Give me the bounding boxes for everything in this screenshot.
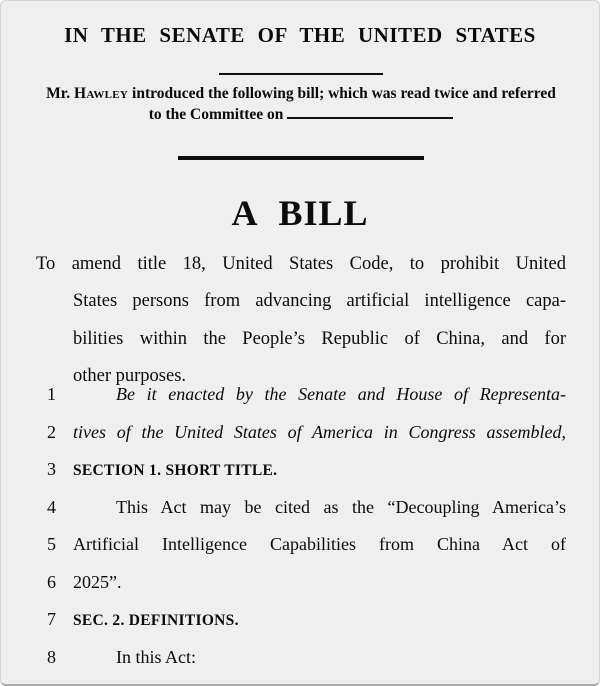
committee-blank-line: [287, 106, 453, 119]
introduction-paragraph: [31, 83, 571, 125]
committee-label: to the Committee on: [148, 106, 284, 123]
line-number: 5: [47, 534, 56, 554]
section-heading: SECTION 1. SHORT TITLE.: [73, 462, 278, 479]
line-text: Artificial Intelligence Capabilities from China Act of: [73, 534, 566, 554]
bill-line: [1, 639, 600, 677]
bill-line: [1, 564, 600, 602]
line-text: In this Act:: [116, 646, 196, 667]
long-title-preamble: [36, 246, 566, 396]
bill-line: [1, 526, 600, 564]
line-number: 4: [47, 496, 56, 517]
line-number: 8: [47, 646, 56, 667]
line-number: 7: [47, 609, 56, 629]
section-rule-divider: [178, 156, 424, 160]
sponsor-name: Hawley: [73, 85, 129, 102]
line-text: 2025”.: [73, 571, 122, 592]
bill-line: [1, 489, 600, 527]
introduction-action-text: introduced the following bill; which was read twice and referred: [132, 85, 556, 102]
chamber-header: IN THE SENATE OF THE UNITED STATES: [64, 23, 536, 47]
line-text: Be it enacted by the Senate and House of Representa-: [116, 384, 566, 404]
line-number: 1: [47, 384, 56, 404]
line-text: tives of the United States of America in Congress assembled,: [73, 421, 566, 442]
date-rule-divider: [219, 73, 383, 75]
preamble-line: bilities within the People’s Republic of China, and for: [73, 328, 566, 349]
line-number: 6: [47, 571, 56, 592]
sponsor-prefix: Mr.: [46, 85, 71, 102]
bill-body: [1, 376, 600, 676]
line-number: 3: [47, 459, 56, 479]
section-heading: SEC. 2. DEFINITIONS.: [73, 612, 239, 629]
line-text: This Act may be cited as the “Decoupling America’s: [116, 496, 566, 517]
bill-line: [1, 376, 600, 414]
bill-line: [1, 601, 600, 639]
preamble-line: States persons from advancing artificial intelligence capa-: [73, 291, 566, 312]
bill-line: [1, 414, 600, 452]
bill-line: [1, 451, 600, 489]
line-number: 2: [47, 421, 56, 442]
preamble-line: To amend title 18, United States Code, to prohibit United: [36, 254, 566, 274]
bill-title: A BILL: [231, 193, 369, 233]
preamble-line: other purposes.: [73, 366, 187, 387]
